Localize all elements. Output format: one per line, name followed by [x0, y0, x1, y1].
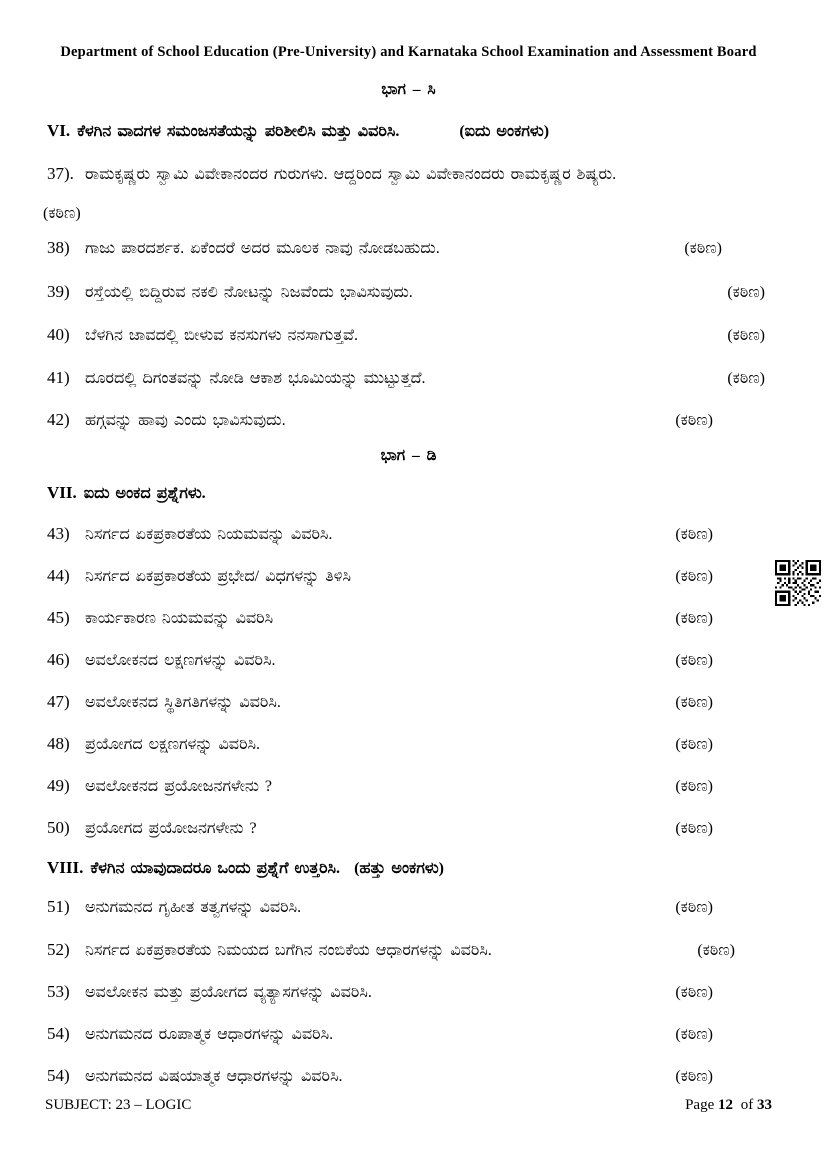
difficulty-tag: (ಕಠಿಣ): [727, 327, 765, 344]
question-text: ಅನುಗಮನದ ರೂಪಾತ್ಮಕ ಆಧಾರಗಳನ್ನು ವಿವರಿಸಿ.: [85, 1026, 334, 1043]
section-viii-marks: (ಹತ್ತು ಅಂಕಗಳು): [354, 860, 444, 877]
question-42: [47, 409, 770, 431]
difficulty-tag: (ಕಠಿಣ): [675, 820, 713, 837]
question-46: [47, 649, 770, 671]
question-text: ರಸ್ತೆಯಲ್ಲಿ ಬಿದ್ದಿರುವ ನಕಲಿ ನೋಟನ್ನು ನಿಜವೆಂದು ಭಾವಿಸುವುದು.: [85, 284, 413, 301]
difficulty-tag: (ಕಠಿಣ): [675, 412, 713, 429]
question-45: [47, 607, 770, 629]
footer-of-word: of: [740, 1097, 754, 1113]
question-number: 43): [47, 524, 70, 543]
difficulty-tag: (ಕಠಿಣ): [727, 284, 765, 301]
section-vi-marks: (ಐದು ಅಂಕಗಳು): [459, 123, 550, 140]
footer-page-total: 33: [757, 1097, 772, 1113]
difficulty-tag: (ಕಠಿಣ): [727, 370, 765, 387]
question-text: ಅವಲೋಕನದ ಸ್ಥಿತಿಗತಿಗಳನ್ನು ವಿವರಿಸಿ.: [85, 694, 281, 711]
question-number: 51): [47, 897, 70, 916]
section-viii-numeral: VIII.: [47, 858, 84, 877]
part-d-title: ಭಾಗ – ಡಿ: [380, 447, 437, 464]
question-text: ರಾಮಕೃಷ್ಣರು ಸ್ವಾಮಿ ವಿವೇಕಾನಂದರ ಗುರುಗಳು. ಆದ್ದರಿಂದ ಸ್ವಾಮಿ ವಿವೇಕಾನಂದರು ರಾಮಕೃಷ್ಣರ ಶಿಷ್ಯರು.: [85, 166, 617, 183]
question-number: 37).: [47, 164, 74, 183]
difficulty-tag: (ಕಠಿಣ): [675, 652, 713, 669]
question-37: [47, 163, 770, 185]
difficulty-tag: (ಕಠಿಣ): [697, 942, 735, 959]
question-number: 54): [47, 1024, 70, 1043]
section-vii-numeral: VII.: [47, 483, 77, 502]
question-text: ಪ್ರಯೋಗದ ಲಕ್ಷಣಗಳನ್ನು ವಿವರಿಸಿ.: [85, 736, 261, 753]
question-text: ನಿಸರ್ಗದ ಏಕಪ್ರಕಾರತೆಯ ಪ್ರಭೇದ/ ವಿಧಗಳನ್ನು ತಿಳಿಸಿ: [85, 568, 351, 585]
question-53: [47, 981, 770, 1003]
question-number: 50): [47, 818, 70, 837]
question-number: 44): [47, 566, 70, 585]
section-vi-instruction: ಕೆಳಗಿನ ವಾದಗಳ ಸಮಂಜಸತೆಯನ್ನು ಪರಿಶೀಲಿಸಿ ಮತ್ತು ವಿವರಿಸಿ.: [77, 123, 400, 140]
question-38: [47, 237, 770, 259]
question-48: [47, 733, 770, 755]
section-vii-instruction: ಐದು ಅಂಕದ ಪ್ರಶ್ನೆಗಳು.: [83, 485, 206, 502]
page-footer: [45, 1097, 772, 1114]
difficulty-tag: (ಕಠಿಣ): [675, 778, 713, 795]
difficulty-tag: (ಕಠಿಣ): [675, 1068, 713, 1085]
question-number: 40): [47, 325, 70, 344]
section-vi-numeral: VI.: [47, 121, 71, 140]
question-number: 41): [47, 368, 70, 387]
difficulty-tag: (ಕಠಿಣ): [675, 568, 713, 585]
difficulty-tag: (ಕಠಿಣ): [675, 1026, 713, 1043]
section-viii-heading: [47, 857, 770, 879]
question-40: [47, 324, 770, 346]
question-text: ಬೆಳಗಿನ ಜಾವದಲ್ಲಿ ಬೀಳುವ ಕನಸುಗಳು ನನಸಾಗುತ್ತವೆ.: [85, 327, 358, 344]
question-text: ನಿಸರ್ಗದ ಏಕಪ್ರಕಾರತೆಯ ನಿಯಮವನ್ನು ವಿವರಿಸಿ.: [85, 526, 333, 543]
question-text: ಅವಲೋಕನ ಮತ್ತು ಪ್ರಯೋಗದ ವ್ಯತ್ಯಾಸಗಳನ್ನು ವಿವರಿಸಿ.: [85, 984, 372, 1001]
question-51: [47, 896, 770, 918]
question-text: ಕಾರ್ಯಕಾರಣ ನಿಯಮವನ್ನು ವಿವರಿಸಿ: [85, 610, 274, 627]
question-number: 38): [47, 238, 70, 257]
question-50: [47, 817, 770, 839]
question-number: 45): [47, 608, 70, 627]
question-number: 46): [47, 650, 70, 669]
footer-page-word: Page: [685, 1097, 715, 1113]
question-number: 49): [47, 776, 70, 795]
difficulty-tag: (ಕಠಿಣ): [675, 984, 713, 1001]
question-text: ಅವಲೋಕನದ ಪ್ರಯೋಜನಗಳೇನು ?: [85, 778, 273, 795]
section-vi-heading: [47, 120, 770, 142]
question-number: 48): [47, 734, 70, 753]
question-49: [47, 775, 770, 797]
question-number: 42): [47, 410, 70, 429]
question-37-difficulty: (ಕಠಿಣ): [43, 205, 81, 222]
footer-page-indicator: [685, 1097, 772, 1114]
question-text: ಹಗ್ಗವನ್ನು ಹಾವು ಎಂದು ಭಾವಿಸುವುದು.: [85, 412, 286, 429]
question-number: 47): [47, 692, 70, 711]
difficulty-tag: (ಕಠಿಣ): [675, 526, 713, 543]
difficulty-tag: (ಕಠಿಣ): [675, 694, 713, 711]
question-44: [47, 565, 770, 587]
section-vii-heading: [47, 482, 770, 504]
question-47: [47, 691, 770, 713]
question-54b: [47, 1065, 770, 1087]
question-text: ಅನುಗಮನದ ವಿಷಯಾತ್ಮಕ ಆಧಾರಗಳನ್ನು ವಿವರಿಸಿ.: [85, 1068, 343, 1085]
footer-page-number: 12: [718, 1097, 733, 1113]
difficulty-tag: (ಕಠಿಣ): [675, 610, 713, 627]
question-52: [47, 939, 770, 961]
difficulty-tag: (ಕಠಿಣ): [675, 899, 713, 916]
question-number: 53): [47, 982, 70, 1001]
qr-code-icon: [773, 560, 823, 606]
difficulty-tag: (ಕಠಿಣ): [684, 240, 722, 257]
question-text: ಪ್ರಯೋಗದ ಪ್ರಯೋಜನಗಳೇನು ?: [85, 820, 257, 837]
part-c-title: ಭಾಗ – ಸಿ: [381, 81, 436, 98]
question-text: ದೂರದಲ್ಲಿ ದಿಗಂತವನ್ನು ನೋಡಿ ಆಕಾಶ ಭೂಮಿಯನ್ನು ಮುಟ್ಟುತ್ತದೆ.: [85, 370, 426, 387]
question-text: ಗಾಜು ಪಾರದರ್ಶಕ. ಏಕೆಂದರೆ ಅದರ ಮೂಲಕ ನಾವು ನೋಡಬಹುದು.: [85, 240, 440, 257]
question-number: 39): [47, 282, 70, 301]
question-text: ನಿಸರ್ಗದ ಏಕಪ್ರಕಾರತೆಯ ನಿಮಯದ ಬಗೆಗಿನ ನಂಬಿಕೆಯ ಆಧಾರಗಳನ್ನು ವಿವರಿಸಿ.: [85, 942, 492, 959]
document-header: Department of School Education (Pre-University) and Karnataka School Examination and Assessment Board: [60, 44, 757, 60]
question-43: [47, 523, 770, 545]
question-39: [47, 281, 770, 303]
difficulty-tag: (ಕಠಿಣ): [675, 736, 713, 753]
footer-subject: SUBJECT: 23 – LOGIC: [45, 1097, 192, 1113]
question-number: 52): [47, 940, 70, 959]
question-number: 54): [47, 1066, 70, 1085]
question-text: ಅವಲೋಕನದ ಲಕ್ಷಣಗಳನ್ನು ವಿವರಿಸಿ.: [85, 652, 276, 669]
question-41: [47, 367, 770, 389]
section-viii-instruction: ಕೆಳಗಿನ ಯಾವುದಾದರೂ ಒಂದು ಪ್ರಶ್ನೆಗೆ ಉತ್ತರಿಸಿ.: [90, 860, 341, 877]
question-54a: [47, 1023, 770, 1045]
question-text: ಅನುಗಮನದ ಗೃಹೀತ ತತ್ವಗಳನ್ನು ವಿವರಿಸಿ.: [85, 899, 302, 916]
